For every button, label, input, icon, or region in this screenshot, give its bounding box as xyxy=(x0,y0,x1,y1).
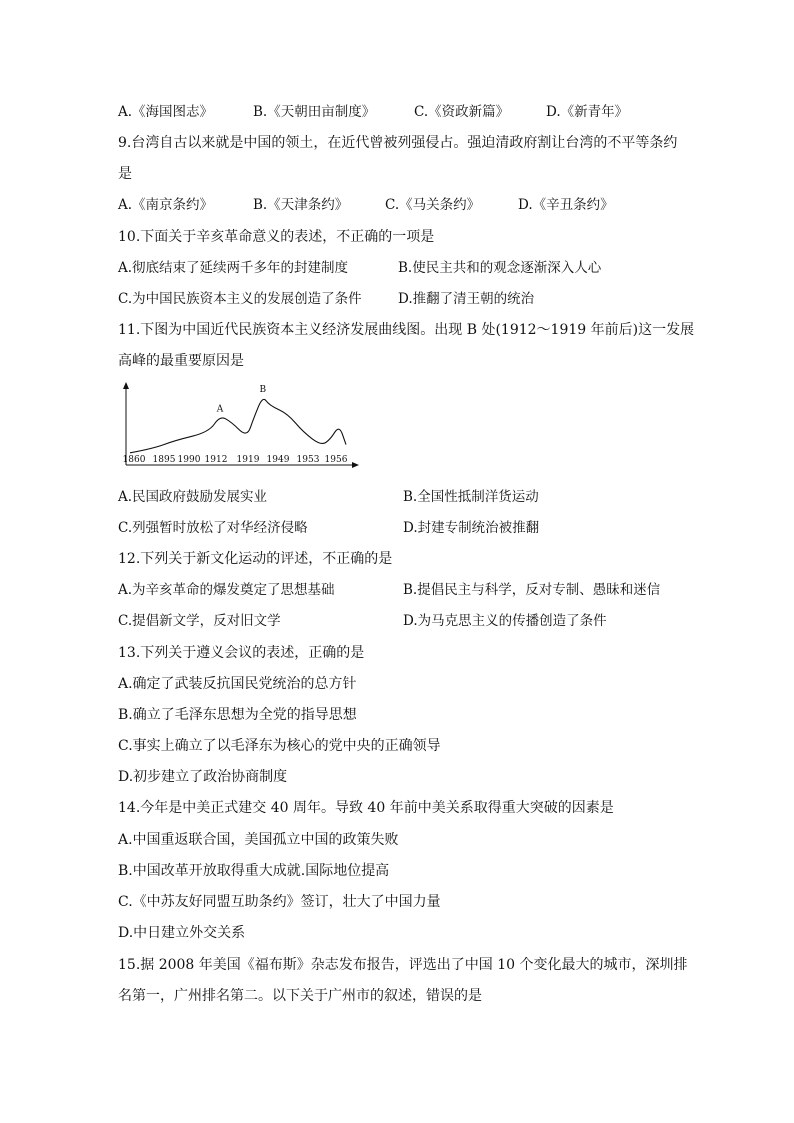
q11-option-d: D.封建专制统治被推翻 xyxy=(403,520,540,536)
q11-option-b: B.全国性抵制洋货运动 xyxy=(403,489,539,505)
peak-label-a: A xyxy=(216,404,224,415)
q9-option-c: C.《马关条约》 xyxy=(385,197,481,213)
q14-option-b: B.中国改革开放取得重大成就.国际地位提高 xyxy=(118,863,390,879)
q10-option-b: B.使民主共和的观念逐渐深入人心 xyxy=(398,260,602,276)
q12-option-a: A.为辛亥革命的爆发奠定了思想基础 xyxy=(118,582,335,598)
q10-option-d: D.推翻了清王朝的统治 xyxy=(398,291,535,307)
q13-option-d: D.初步建立了政治协商制度 xyxy=(118,769,288,785)
q14-option-c: C.《中苏友好同盟互助条约》签订，壮大了中国力量 xyxy=(118,894,441,910)
q9-stem-line1: 9.台湾自古以来就是中国的领土，在近代曾被列强侵占。强迫清政府割让台湾的不平等条约 xyxy=(118,135,678,151)
q14-option-a: A.中国重返联合国，美国孤立中国的政策失败 xyxy=(118,832,399,848)
q15-stem-line1: 15.据 2008 年美国《福布斯》杂志发布报告，评选出了中国 10 个变化最大的城市，深圳排 xyxy=(118,957,688,973)
q12-stem: 12.下列关于新文化运动的评述，不正确的是 xyxy=(118,551,393,567)
q11-option-a: A.民国政府鼓励发展实业 xyxy=(118,489,268,505)
q12-option-b: B.提倡民主与科学，反对专制、愚昧和迷信 xyxy=(403,582,661,598)
x-tick-label: 1956 xyxy=(324,455,348,465)
q9-stem-line2: 是 xyxy=(118,166,132,182)
q11-stem-line2: 高峰的最重要原因是 xyxy=(118,353,244,369)
q8-option-a: A.《海国图志》 xyxy=(118,104,214,120)
q11-stem-line1: 11.下图为中国近代民族资本主义经济发展曲线图。出现 B 处(1912～1919 年前后)这一发展 xyxy=(118,322,695,338)
q13-option-c: C.事实上确立了以毛泽东为核心的党中央的正确领导 xyxy=(118,738,441,754)
x-axis-arrow xyxy=(352,462,359,468)
q12-option-c: C.提倡新文学，反对旧文学 xyxy=(118,613,281,629)
q9-option-a: A.《南京条约》 xyxy=(118,197,214,213)
q14-option-d: D.中日建立外交关系 xyxy=(118,925,246,941)
peak-label-b: B xyxy=(259,385,267,396)
q9-option-b: B.《天津条约》 xyxy=(253,197,349,213)
q8-option-d: D.《新青年》 xyxy=(546,104,629,120)
x-tick-label: 1912 xyxy=(204,455,228,465)
q10-option-a: A.彻底结束了延续两千多年的封建制度 xyxy=(118,260,349,276)
x-tick-label: 1895 xyxy=(152,455,176,465)
q12-option-d: D.为马克思主义的传播创造了条件 xyxy=(403,613,607,629)
q13-option-a: A.确定了武装反抗国民党统治的总方针 xyxy=(118,676,357,692)
x-tick-label: 1860 xyxy=(122,455,146,465)
x-tick-label: 1953 xyxy=(296,455,320,465)
chart-svg xyxy=(118,380,368,475)
q10-option-c: C.为中国民族资本主义的发展创造了条件 xyxy=(118,291,362,307)
q13-option-b: B.确立了毛泽东思想为全党的指导思想 xyxy=(118,707,357,723)
economy-curve-line xyxy=(130,399,346,452)
y-axis-arrow xyxy=(123,382,129,389)
q15-stem-line2: 名第一，广州排名第二。以下关于广州市的叙述，错误的是 xyxy=(118,988,482,1004)
q8-option-c: C.《资政新篇》 xyxy=(414,104,510,120)
q13-stem: 13.下列关于遵义会议的表述，正确的是 xyxy=(118,645,365,661)
economy-development-chart xyxy=(118,380,368,475)
q9-option-d: D.《辛丑条约》 xyxy=(518,197,614,213)
q11-option-c: C.列强暂时放松了对华经济侵略 xyxy=(118,520,308,536)
q14-stem: 14.今年是中美正式建交 40 周年。导致 40 年前中美关系取得重大突破的因素是 xyxy=(118,800,614,816)
x-tick-label: 1919 xyxy=(236,455,260,465)
x-tick-label: 1990 xyxy=(177,455,201,465)
q8-option-b: B.《天朝田亩制度》 xyxy=(253,104,376,120)
q10-stem: 10.下面关于辛亥革命意义的表述，不正确的一项是 xyxy=(118,229,435,245)
x-tick-label: 1949 xyxy=(266,455,290,465)
